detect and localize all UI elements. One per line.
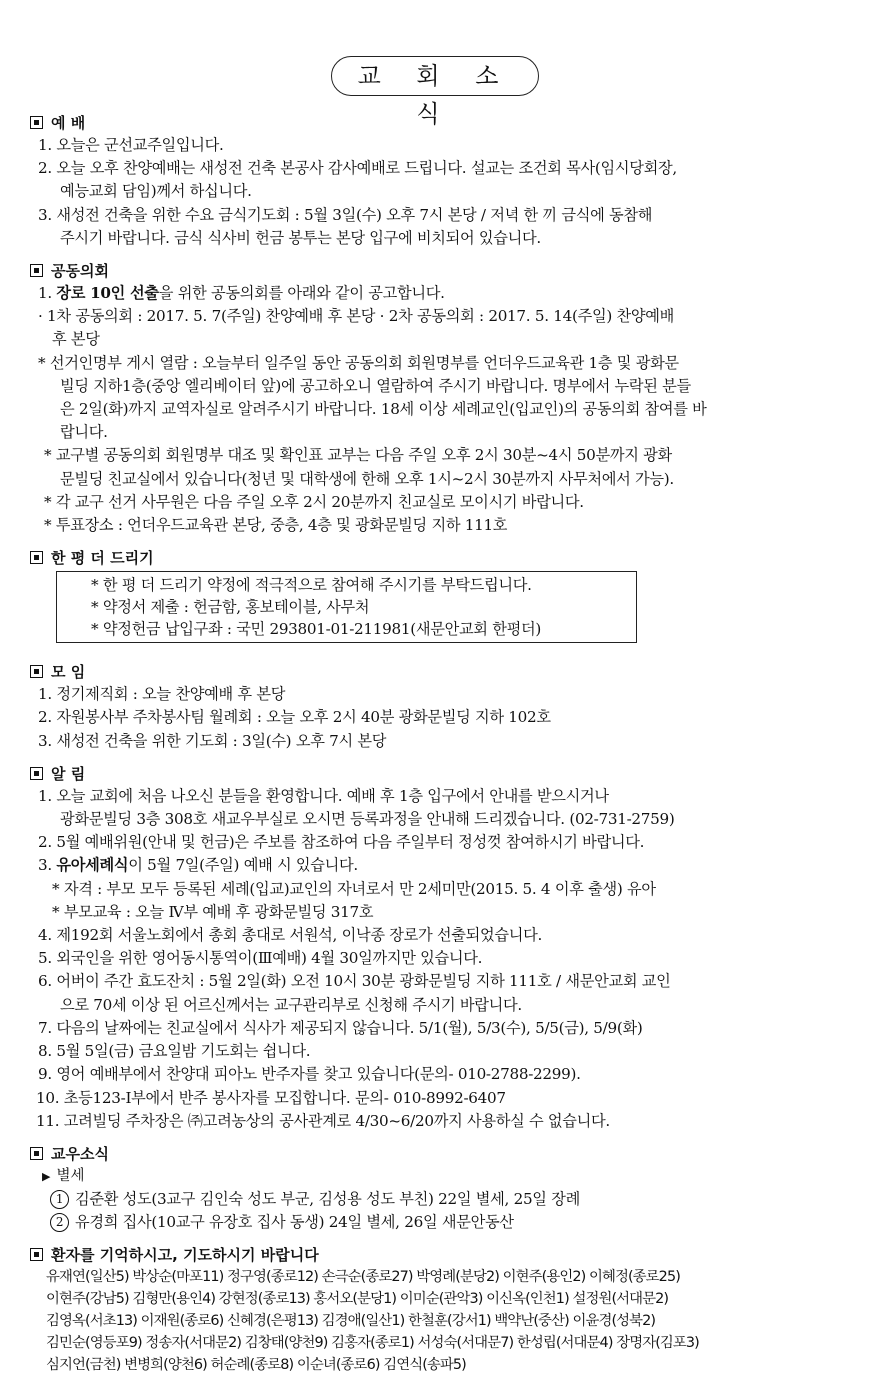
list-item: 예능교회 담임)께서 하십니다.: [60, 182, 252, 201]
item-text: 유경희 집사(10교구 유장호 집사 동생) 24일 별세, 26일 새문안동산: [75, 1213, 514, 1232]
list-item: 5. 외국인을 위한 영어동시통역이(Ⅲ예배) 4월 30일까지만 있습니다.: [38, 949, 483, 968]
item-number: 1.: [38, 284, 57, 303]
heading-text: 알 림: [51, 764, 86, 783]
list-item: * 부모교육 : 오늘 Ⅳ부 예배 후 광화문빌딩 317호: [52, 902, 374, 921]
heading-text: 한 평 더 드리기: [51, 549, 154, 568]
triangle-right-icon: ▶: [42, 1169, 51, 1183]
list-item: 1. 정기제직회 : 오늘 찬양예배 후 본당: [38, 685, 286, 704]
list-item: 9. 영어 예배부에서 찬양대 피아노 반주자를 찾고 있습니다(문의- 010-2788-2299).: [38, 1065, 581, 1084]
list-item: 2. 오늘 오후 찬양예배는 새성전 건축 본공사 감사예배로 드립니다. 설교는 조건회 목사(임시당회장,: [38, 159, 677, 178]
page-title: 교 회 소 식: [331, 56, 539, 96]
list-item: 8. 5월 5일(금) 금요일밤 기도회는 쉽니다.: [38, 1042, 311, 1061]
section-heading-patients: [30, 1244, 850, 1266]
bulletin-body: [30, 112, 850, 1376]
emphasis-text: 유아세례식: [56, 856, 129, 875]
list-item: 11. 고려빌딩 주차장은 ㈜고려농상의 공사관계로 4/30~6/20까지 사용하실 수 없습니다.: [36, 1111, 610, 1130]
list-item: 2. 자원봉사부 주차봉사팀 월례회 : 오늘 오후 2시 40분 광화문빌딩 지하 102호: [38, 708, 551, 727]
list-item: [30, 1211, 850, 1234]
heading-text: 교우소식: [51, 1144, 109, 1163]
list-item: 4. 제192회 서울노회에서 총회 총대로 서원석, 이낙종 장로가 선출되었습니다.: [38, 926, 543, 945]
circled-number: 1: [50, 1190, 69, 1209]
square-bullet-icon: [30, 767, 43, 780]
list-item: 빌딩 지하1층(중앙 엘리베이터 앞)에 공고하오니 열람하여 주시기 바랍니다. 명부에서 누락된 분들: [60, 376, 691, 395]
square-bullet-icon: [30, 1147, 43, 1160]
list-item: 7. 다음의 날짜에는 친교실에서 식사가 제공되지 않습니다. 5/1(월), 5/3(수), 5/5(금), 5/9(화): [38, 1018, 643, 1037]
list-item: * 자격 : 부모 모두 등록된 세례(입교)교인의 자녀로서 만 2세미만(2015. 5. 4 이후 출생) 유아: [52, 879, 656, 898]
list-item: 1. 오늘은 군선교주일입니다.: [38, 136, 224, 154]
list-item: 후 본당: [52, 330, 100, 349]
circled-number: 2: [50, 1213, 69, 1232]
patient-list-line: 이현주(강남5) 김형만(용인4) 강현정(종로13) 홍서오(분당1) 이미순(관악3) 이신옥(인천1) 설정원(서대문2): [46, 1291, 669, 1308]
offering-box: [56, 571, 637, 643]
list-item: 10. 초등123-Ⅰ부에서 반주 봉사자를 모집합니다. 문의- 010-8992-6407: [36, 1088, 506, 1107]
list-item: 랍니다.: [60, 423, 108, 442]
list-item: 3. 새성전 건축을 위한 수요 금식기도회 : 5월 3일(수) 오후 7시 본당 / 저녁 한 끼 금식에 동참해: [38, 205, 653, 224]
sub-heading-text: 별세: [56, 1167, 85, 1184]
list-item: · 1차 공동의회 : 2017. 5. 7(주일) 찬양예배 후 본당 · 2차 공동의회 : 2017. 5. 14(주일) 찬양예배: [38, 307, 674, 326]
list-item: * 약정헌금 납입구좌 : 국민 293801-01-211981(새문안교회 한평더): [91, 620, 541, 639]
square-bullet-icon: [30, 665, 43, 678]
list-item: [30, 854, 850, 877]
list-item: 3. 새성전 건축을 위한 기도회 : 3일(수) 오후 7시 본당: [38, 731, 387, 750]
list-item: 6. 어버이 주간 효도잔치 : 5월 2일(화) 오전 10시 30분 광화문빌딩 지하 111호 / 새문안교회 교인: [38, 972, 671, 991]
section-heading-meetings: [30, 661, 850, 683]
list-item: [30, 1188, 850, 1211]
list-item: 2. 5월 예배위원(안내 및 헌금)은 주보를 참조하여 다음 주일부터 정성껏 참여하시기 바랍니다.: [38, 833, 645, 852]
patient-list-line: 김영옥(서초13) 이재원(종로6) 신혜경(은평13) 김경애(일산1) 한철훈(강서1) 백약난(중산) 이윤경(성북2): [46, 1313, 656, 1330]
item-text: 을 위한 공동의회를 아래와 같이 공고합니다.: [158, 284, 445, 303]
heading-text: 모 임: [51, 663, 86, 682]
list-item: * 각 교구 선거 사무원은 다음 주일 오후 2시 20분까지 친교실로 모이시기 바랍니다.: [44, 492, 584, 511]
list-item: [30, 282, 850, 305]
section-heading-notices: [30, 763, 850, 785]
heading-text: 예 배: [51, 114, 86, 132]
emphasis-text: 장로 10인 선출: [56, 284, 159, 303]
item-number: 3.: [38, 856, 57, 875]
item-text: 이 5월 7일(주일) 예배 시 있습니다.: [128, 856, 358, 875]
list-item: * 약정서 제출 : 헌금함, 홍보테이블, 사무처: [91, 598, 370, 617]
list-item: 은 2일(화)까지 교역자실로 알려주시기 바랍니다. 18세 이상 세례교인(입교인)의 공동의회 참여를 바: [60, 400, 707, 419]
list-item: 광화문빌딩 3층 308호 새교우부실로 오시면 등록과정을 안내해 드리겠습니다. (02-731-2759): [60, 810, 675, 829]
item-text: 김준환 성도(3교구 김인숙 성도 부군, 김성용 성도 부친) 22일 별세, 25일 장례: [75, 1189, 580, 1208]
heading-text: 공동의회: [51, 262, 109, 281]
sub-heading-funeral: [30, 1165, 850, 1188]
square-bullet-icon: [30, 1248, 43, 1261]
heading-text: 환자를 기억하시고, 기도하시기 바랍니다: [51, 1246, 319, 1265]
list-item: 문빌딩 친교실에서 있습니다(청년 및 대학생에 한해 오후 1시~2시 30분까지 사무처에서 가능).: [60, 469, 674, 488]
section-heading-offering: [30, 547, 850, 569]
section-heading-worship: [30, 112, 850, 134]
list-item: 1. 오늘 교회에 처음 나오신 분들을 환영합니다. 예배 후 1층 입구에서 안내를 받으시거나: [38, 786, 609, 805]
square-bullet-icon: [30, 264, 43, 277]
patient-list-line: 유재연(일산5) 박상순(마포11) 정구영(종로12) 손극순(종로27) 박영례(분당2) 이현주(용인2) 이혜정(종로25): [46, 1269, 680, 1286]
patient-list-line: 김민순(영등포9) 정송자(서대문2) 김창태(양천9) 김홍자(종로1) 서성숙(서대문7) 한성립(서대문4) 장명자(김포3): [46, 1335, 699, 1352]
list-item: * 선거인명부 게시 열람 : 오늘부터 일주일 동안 공동의회 회원명부를 언더우드교육관 1층 및 광화문: [38, 353, 679, 372]
square-bullet-icon: [30, 551, 43, 564]
list-item: 으로 70세 이상 된 어르신께서는 교구관리부로 신청해 주시기 바랍니다.: [60, 995, 522, 1014]
list-item: * 한 평 더 드리기 약정에 적극적으로 참여해 주시기를 부탁드립니다.: [91, 576, 532, 595]
list-item: * 투표장소 : 언더우드교육관 본당, 중층, 4층 및 광화문빌딩 지하 111호: [44, 516, 508, 535]
list-item: 주시기 바랍니다. 금식 식사비 헌금 봉투는 본당 입구에 비치되어 있습니다.: [60, 228, 541, 247]
section-heading-council: [30, 260, 850, 282]
patient-list-line: 심지언(금천) 변병희(양천6) 허순례(종로8) 이순녀(종로6) 김연식(송파5): [46, 1357, 466, 1374]
section-heading-members: [30, 1143, 850, 1165]
list-item: * 교구별 공동의회 회원명부 대조 및 확인표 교부는 다음 주일 오후 2시 30분~4시 50분까지 광화: [44, 446, 672, 465]
square-bullet-icon: [30, 116, 43, 129]
